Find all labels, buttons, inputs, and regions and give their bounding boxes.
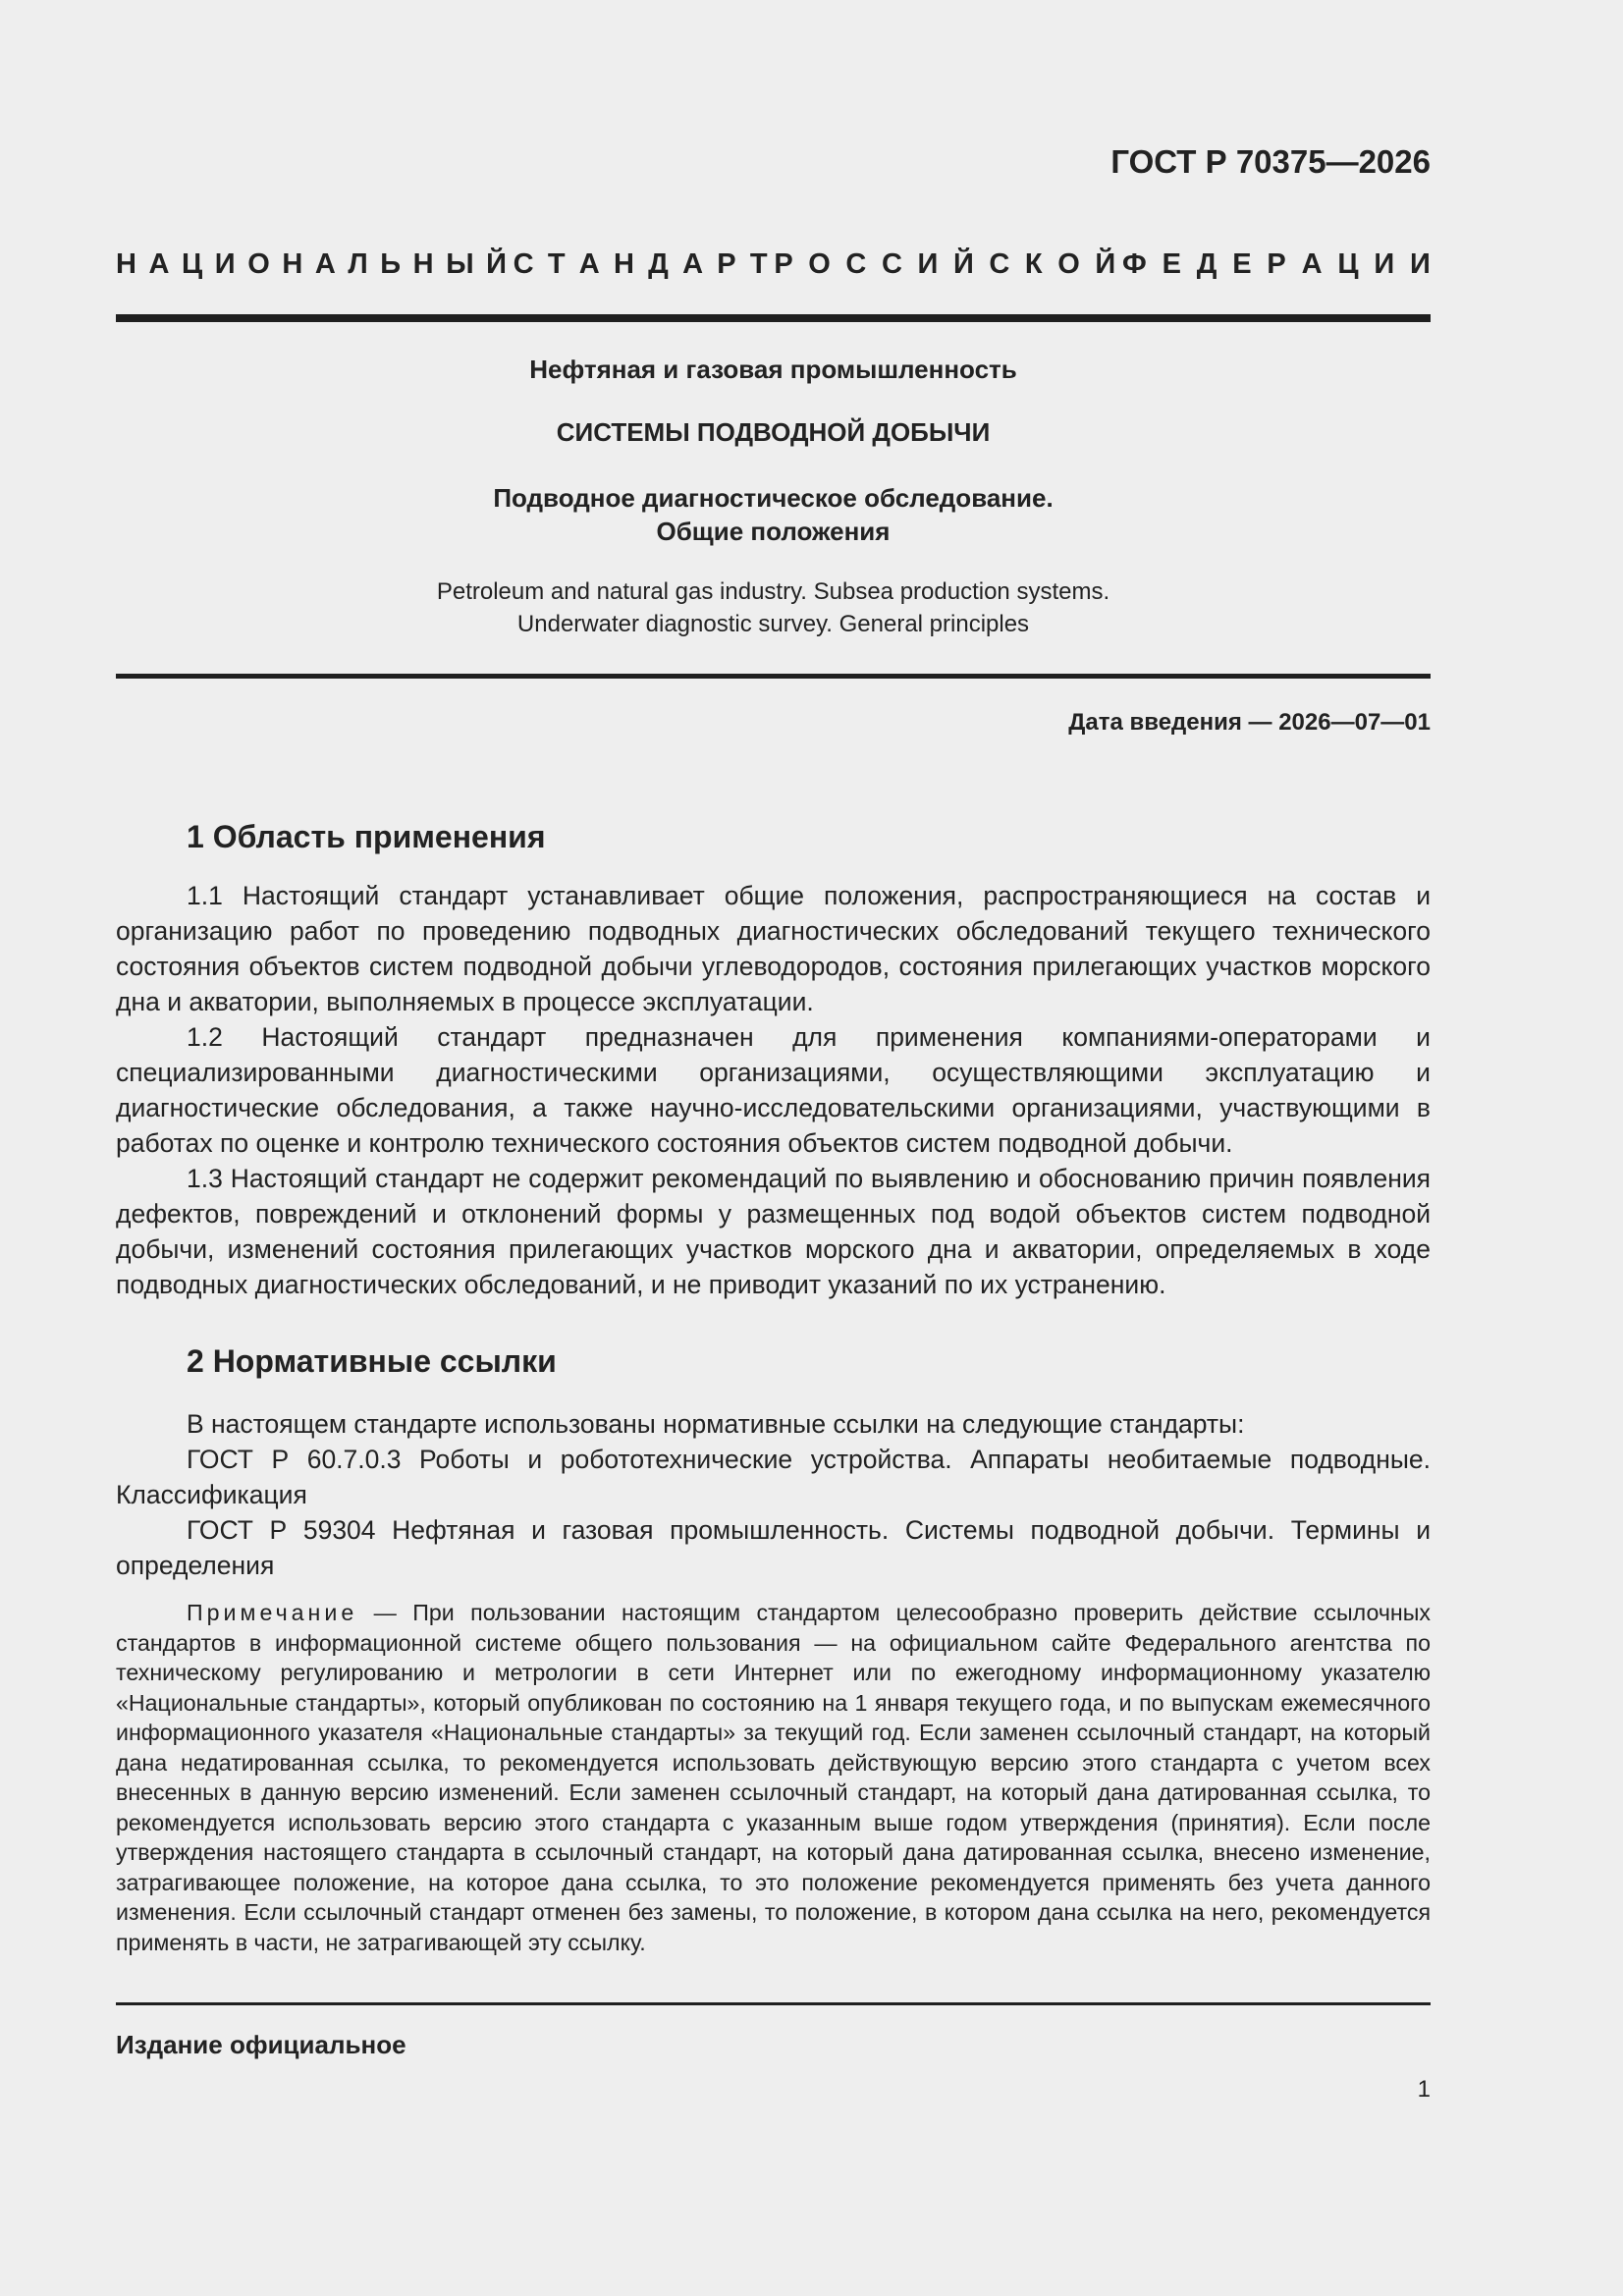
edition-label: Издание официальное	[116, 2030, 406, 2059]
national-standard-line	[116, 248, 1431, 281]
reference-1: ГОСТ Р 60.7.0.3 Роботы и робототехнические устройства. Аппараты необитаемые подводные. Классификация	[116, 1445, 1431, 1509]
letter: Ц	[1337, 248, 1359, 280]
letter: Д	[1196, 248, 1217, 280]
letter: А	[314, 248, 336, 280]
letter: Й	[952, 248, 974, 280]
letter: А	[682, 248, 704, 280]
introduction-date: Дата введения — 2026—07—01	[1068, 709, 1431, 736]
letter: С	[989, 248, 1010, 280]
document-page	[116, 0, 1431, 2296]
footer-divider	[116, 2002, 1431, 2005]
english-title-line-2: Underwater diagnostic survey. General principles	[516, 611, 1030, 637]
letter: А	[578, 248, 600, 280]
letter: И	[917, 248, 939, 280]
letter: Ф	[1121, 248, 1147, 280]
subtitle-line-1: Подводное диагностическое обследование.	[493, 483, 1054, 513]
main-title: СИСТЕМЫ ПОДВОДНОЙ ДОБЫЧИ	[556, 417, 991, 447]
letter: Ы	[446, 248, 474, 280]
letter: Р	[1267, 248, 1286, 280]
letter: К	[1024, 248, 1043, 280]
letter: И	[214, 248, 236, 280]
letter: Н	[412, 248, 434, 280]
note-paragraph	[116, 1598, 1431, 1957]
national-word-1	[116, 248, 507, 281]
english-title-line-1: Petroleum and natural gas industry. Subsea production systems.	[436, 578, 1110, 605]
letter: Е	[1162, 248, 1181, 280]
letter: С	[881, 248, 902, 280]
paragraph-1-3: 1.3 Настоящий стандарт не содержит рекомендаций по выявлению и обоснованию причин появления дефектов, повреждений и отклонений формы у размещенных под водой объектов систем подводной добычи, изменений состояния прилегающих участков морского дна и акватории, определяемых в ходе подводных диагностических обследований, и не приводит указаний по их устранению.	[116, 1164, 1431, 1299]
sector-title: Нефтяная и газовая промышленность	[529, 355, 1017, 384]
document-number: ГОСТ Р 70375—2026	[1110, 143, 1431, 180]
national-word-3	[774, 248, 1115, 281]
section-2-heading: 2 Нормативные ссылки	[187, 1343, 557, 1379]
letter: О	[1057, 248, 1080, 280]
letter: И	[1374, 248, 1395, 280]
letter: Д	[648, 248, 669, 280]
page-number: 1	[1417, 2076, 1431, 2103]
letter: А	[1301, 248, 1323, 280]
letter: И	[1410, 248, 1431, 280]
letter: Й	[486, 248, 507, 280]
section-2-body	[116, 1406, 1431, 1583]
letter: Е	[1232, 248, 1252, 280]
letter: Л	[348, 248, 368, 280]
national-word-4	[1122, 248, 1431, 281]
title-divider	[116, 674, 1431, 679]
references-intro: В настоящем стандарте использованы нормативные ссылки на следующие стандарты:	[187, 1409, 1245, 1439]
paragraph-1-2: 1.2 Настоящий стандарт предназначен для применения компаниями-операторами и специализированными диагностическими организациями, осуществляющими эксплуатацию и диагностические обследования, а также научно-исследовательскими организациями, участвующими в работах по оценке и контролю технического состояния объектов систем подводной добычи.	[116, 1022, 1431, 1158]
note-block	[116, 1598, 1431, 1957]
letter: Й	[1095, 248, 1116, 280]
subtitle-line-2: Общие положения	[656, 517, 891, 546]
paragraph-1-1: 1.1 Настоящий стандарт устанавливает общие положения, распространяющиеся на состав и организацию работ по проведению подводных диагностических обследований текущего технического состояния объектов систем подводной добычи углеводородов, состояния прилегающих участков морского дна и акватории, выполняемых в процессе эксплуатации.	[116, 881, 1431, 1016]
top-divider	[116, 314, 1431, 322]
national-word-2	[514, 248, 768, 281]
english-title	[116, 575, 1431, 640]
note-text: — При пользовании настоящим стандартом целесообразно проверить действие ссылочных стандартов в информационной системе общего пользования — на официальном сайте Федерального агентства по техническому регулированию и метрологии в сети Интернет или по ежегодному информационному указателю «Национальные стандарты», который опубликован по состоянию на 1 января текущего года, и по выпускам ежемесячного информационного указателя «Национальные стандарты» за текущий год. Если заменен ссылочный стандарт, на который дана недатированная ссылка, то рекомендуется использовать действующую версию этого стандарта с учетом всех внесенных в данную версию изменений. Если заменен ссылочный стандарт, на который дана датированная ссылка, то рекомендуется использовать версию этого стандарта с указанным выше годом утверждения (принятия). Если после утверждения настоящего стандарта в ссылочный стандарт, на который дана датированная ссылка, внесено изменение, затрагивающее положение, на которое дана ссылка, то это положение рекомендуется применять без учета данного изменения. Если ссылочный стандарт отменен без замены, то положение, в котором дана ссылка на него, рекомендуется применять в части, не затрагивающей эту ссылку.	[116, 1600, 1431, 1955]
letter: А	[148, 248, 170, 280]
letter: Н	[116, 248, 136, 280]
section-1-body	[116, 878, 1431, 1302]
letter: Р	[774, 248, 793, 280]
letter: Ь	[380, 248, 402, 280]
subtitle	[116, 481, 1431, 548]
letter: С	[513, 248, 534, 280]
reference-2: ГОСТ Р 59304 Нефтяная и газовая промышленность. Системы подводной добычи. Термины и определения	[116, 1515, 1431, 1580]
letter: Н	[282, 248, 303, 280]
letter: С	[845, 248, 867, 280]
letter: О	[808, 248, 831, 280]
letter: Т	[547, 248, 566, 280]
letter: Ц	[182, 248, 203, 280]
letter: Т	[749, 248, 768, 280]
note-label: Примечание	[187, 1600, 358, 1625]
section-1-heading: 1 Область применения	[187, 819, 546, 854]
letter: Н	[613, 248, 634, 280]
letter: О	[247, 248, 270, 280]
letter: Р	[717, 248, 736, 280]
